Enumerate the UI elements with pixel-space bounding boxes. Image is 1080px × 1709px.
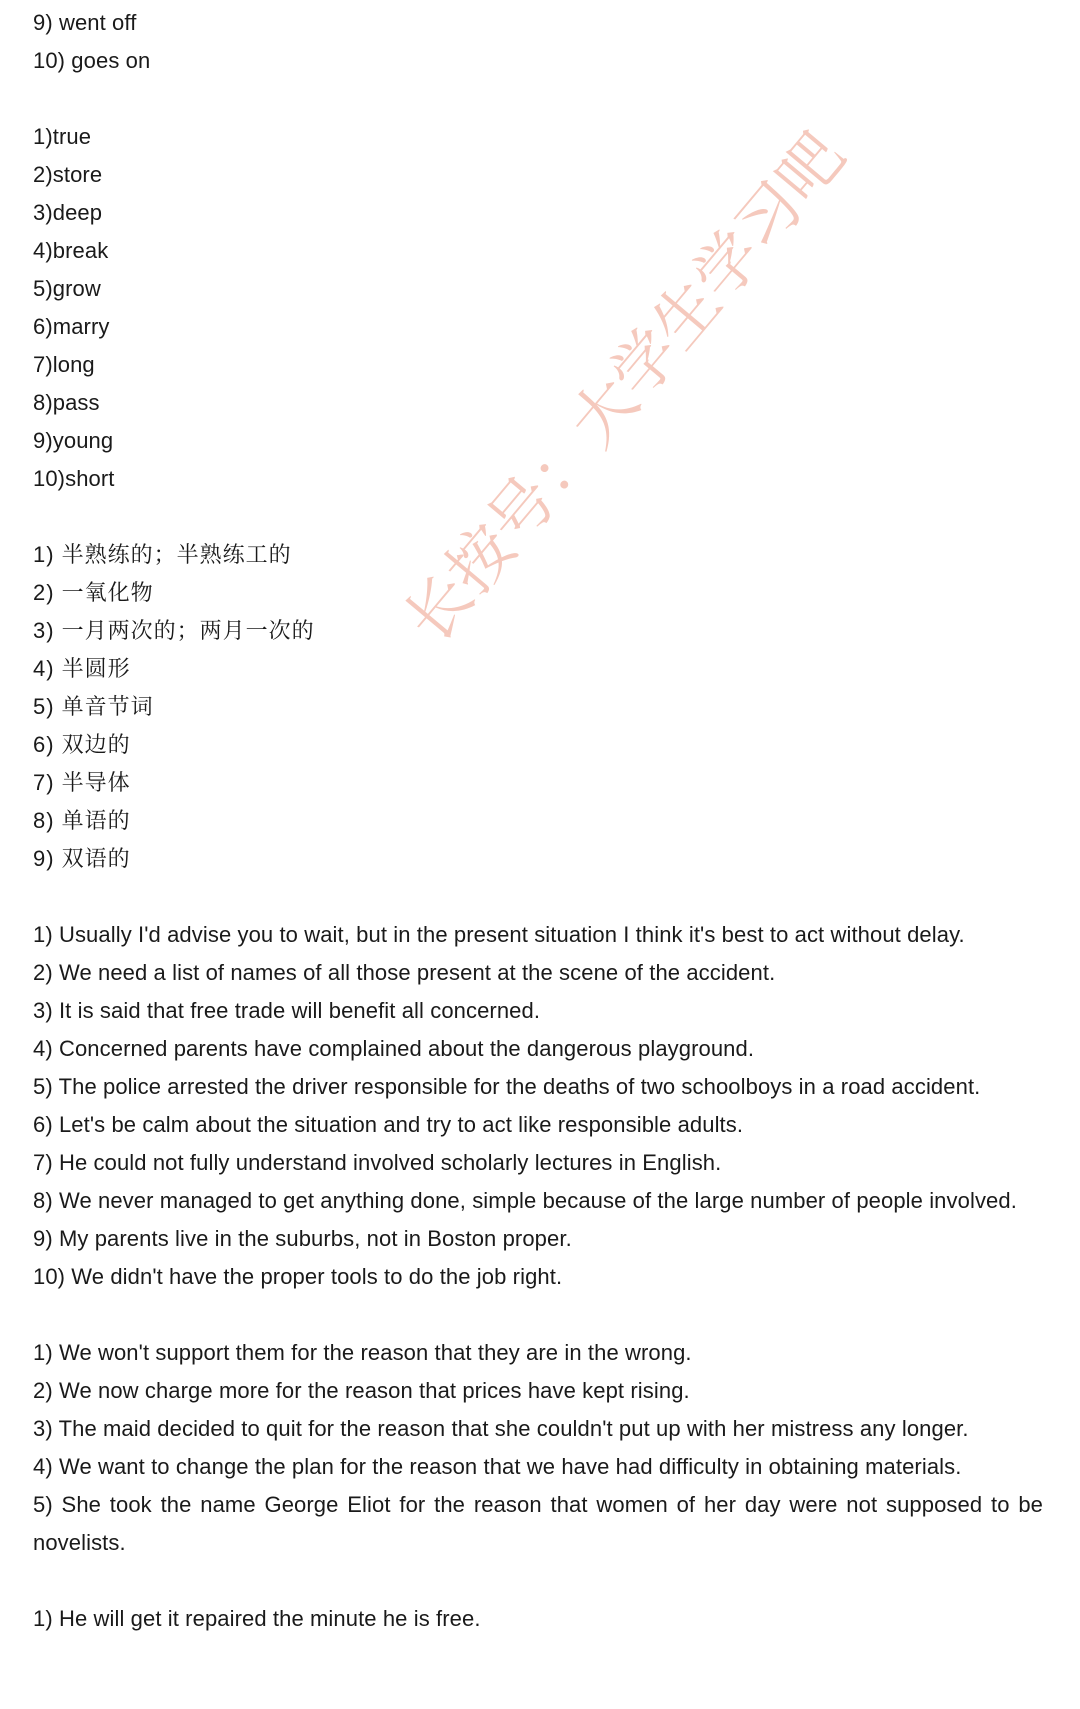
answer-line: 5) The police arrested the driver responsible for the deaths of two schoolboys in a road accident. — [33, 1074, 981, 1099]
answer-line: 5) 单音节词 — [33, 694, 154, 719]
answer-section-sentences — [33, 916, 1047, 1296]
answer-line: 1) We won't support them for the reason that they are in the wrong. — [33, 1340, 692, 1365]
answer-line: 9) 双语的 — [33, 846, 131, 871]
answer-line: 9)young — [33, 428, 114, 453]
answer-line: 7)long — [33, 352, 95, 377]
answer-line: 2) 一氧化物 — [33, 580, 154, 605]
answer-line: 4) We want to change the plan for the reason that we have had difficulty in obtaining materials. — [33, 1454, 962, 1479]
answer-line: 7) He could not fully understand involved scholarly lectures in English. — [33, 1150, 722, 1175]
answer-line: 1) He will get it repaired the minute he is free. — [33, 1606, 481, 1631]
answer-section-words — [33, 118, 1047, 498]
answer-line: 2) We now charge more for the reason that prices have kept rising. — [33, 1378, 690, 1403]
answer-line: 3) 一月两次的；两月一次的 — [33, 618, 315, 643]
answer-line: 4)break — [33, 238, 109, 263]
answer-line: 3) The maid decided to quit for the reason that she couldn't put up with her mistress any longer. — [33, 1416, 969, 1441]
answer-line: 3)deep — [33, 200, 103, 225]
answer-line: 9) went off — [33, 10, 137, 35]
answer-line: 6) 双边的 — [33, 732, 131, 757]
answer-line: 9) My parents live in the suburbs, not in Boston proper. — [33, 1226, 572, 1251]
answer-line: 1) Usually I'd advise you to wait, but in the present situation I think it's best to act without delay. — [33, 922, 965, 947]
answer-line: 8) 单语的 — [33, 808, 131, 833]
answer-line: 7) 半导体 — [33, 770, 131, 795]
answer-section-chinese-translations — [33, 536, 1047, 878]
answer-section-phrasal-verbs — [33, 4, 1047, 80]
answer-line: 6) Let's be calm about the situation and try to act like responsible adults. — [33, 1112, 744, 1137]
answer-line: 2)store — [33, 162, 103, 187]
answer-section-the-minute — [33, 1600, 1047, 1638]
answer-line: 1)true — [33, 124, 92, 149]
answer-line: 6)marry — [33, 314, 110, 339]
answer-line: 5)grow — [33, 276, 101, 301]
document-page — [33, 4, 1047, 1638]
answer-line: 3) It is said that free trade will benefit all concerned. — [33, 998, 541, 1023]
answer-line: 4) 半圆形 — [33, 656, 131, 681]
answer-line: 1) 半熟练的；半熟练工的 — [33, 542, 292, 567]
answer-line: 2) We need a list of names of all those present at the scene of the accident. — [33, 960, 776, 985]
answer-section-for-the-reason-that — [33, 1334, 1047, 1562]
answer-line: 8)pass — [33, 390, 100, 415]
watermark-text: 长按号：大学生学习吧 — [391, 119, 860, 658]
answer-line: 4) Concerned parents have complained about the dangerous playground. — [33, 1036, 755, 1061]
answer-line: 10) We didn't have the proper tools to do the job right. — [33, 1264, 563, 1289]
answer-line: 8) We never managed to get anything done, simple because of the large number of people involved. — [33, 1188, 1017, 1213]
answer-line: 5) She took the name George Eliot for the reason that women of her day were not supposed to be novelists. — [33, 1492, 1043, 1555]
answer-line: 10) goes on — [33, 48, 151, 73]
answer-line: 10)short — [33, 466, 115, 491]
